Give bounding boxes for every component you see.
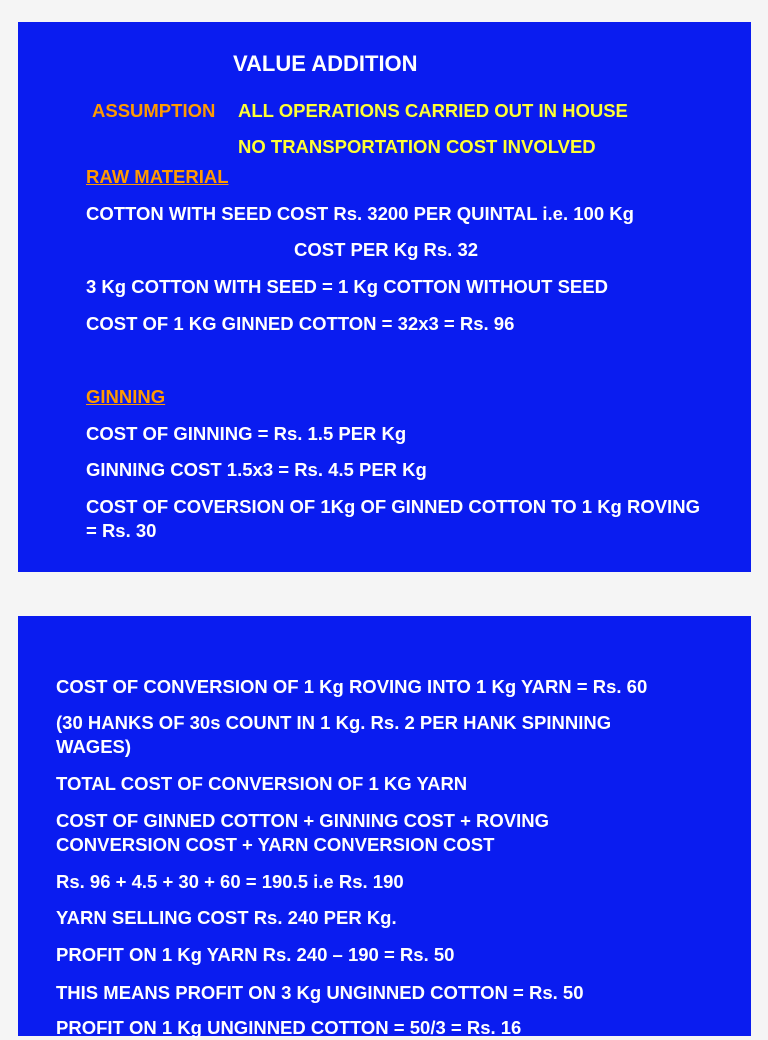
yarn-line-5: Rs. 96 + 4.5 + 30 + 60 = 190.5 i.e Rs. 190 (56, 871, 404, 892)
raw-material-line-1: COTTON WITH SEED COST Rs. 3200 PER QUINTAL i.e. 100 Kg (86, 203, 634, 224)
yarn-line-3: TOTAL COST OF CONVERSION OF 1 KG YARN (56, 773, 468, 794)
yarn-line-6: YARN SELLING COST Rs. 240 PER Kg. (56, 907, 397, 928)
ginning-line-2: GINNING COST 1.5x3 = Rs. 4.5 PER Kg (86, 459, 427, 480)
yarn-line-8: THIS MEANS PROFIT ON 3 Kg UNGINNED COTTON = Rs. 50 (56, 982, 584, 1003)
slide-1 (18, 22, 751, 572)
yarn-line-2: (30 HANKS OF 30s COUNT IN 1 Kg. Rs. 2 PER HANK SPINNING WAGES) (56, 712, 612, 757)
yarn-line-4: COST OF GINNED COTTON + GINNING COST + ROVING CONVERSION COST + YARN CONVERSION COST (56, 810, 550, 855)
assumption-line-2: NO TRANSPORTATION COST INVOLVED (238, 136, 596, 157)
assumption-label: ASSUMPTION (92, 100, 216, 121)
yarn-line-1: COST OF CONVERSION OF 1 Kg ROVING INTO 1 Kg YARN = Rs. 60 (56, 676, 648, 697)
assumption-line-1: ALL OPERATIONS CARRIED OUT IN HOUSE (238, 100, 628, 121)
slide-title: VALUE ADDITION (233, 51, 418, 76)
yarn-line-7: PROFIT ON 1 Kg YARN Rs. 240 – 190 = Rs. 50 (56, 944, 455, 965)
raw-material-line-4: COST OF 1 KG GINNED COTTON = 32x3 = Rs. 96 (86, 313, 515, 334)
ginning-line-3: COST OF COVERSION OF 1Kg OF GINNED COTTON TO 1 Kg ROVING = Rs. 30 (86, 496, 700, 541)
raw-material-line-2: COST PER Kg Rs. 32 (294, 239, 479, 260)
raw-material-line-3: 3 Kg COTTON WITH SEED = 1 Kg COTTON WITHOUT SEED (86, 276, 608, 297)
yarn-line-9: PROFIT ON 1 Kg UNGINNED COTTON = 50/3 = Rs. 16 (56, 1017, 522, 1038)
raw-material-heading: RAW MATERIAL (86, 166, 229, 187)
slide-2 (18, 616, 751, 1036)
ginning-line-1: COST OF GINNING = Rs. 1.5 PER Kg (86, 423, 407, 444)
ginning-heading: GINNING (86, 386, 166, 407)
